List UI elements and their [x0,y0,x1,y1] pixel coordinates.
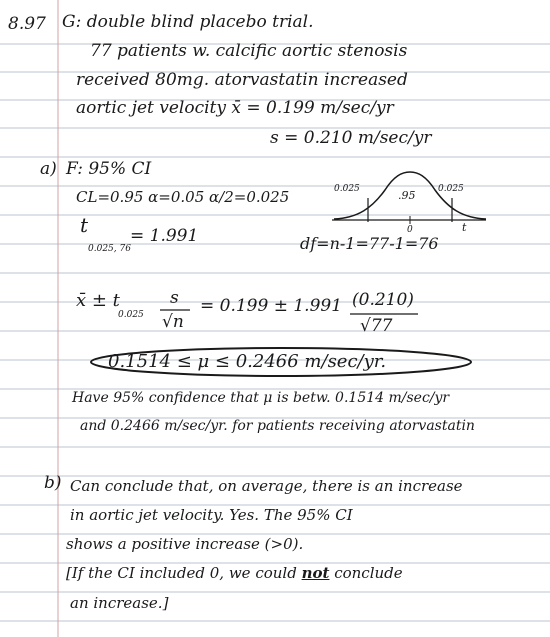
part-b-line-2: in aortic jet velocity. Yes. The 95% CI [70,506,353,524]
part-a-label: a) [40,159,57,179]
t-subscript: 0.025, 76 [88,244,131,254]
t-symbol: t [80,213,89,237]
part-a-cl-line: CL=0.95 α=0.05 α/2=0.025 [76,188,290,206]
conclusion-line-1: Have 95% confidence that μ is betw. 0.1514 m/sec/yr [72,390,450,406]
formula-frac-numerator: s [170,288,179,308]
part-b-label: b) [44,473,62,493]
curve-left-tail: 0.025 [334,184,360,194]
given-line-2: 77 patients w. calcific aortic stenosis [90,41,408,61]
part-b-line-5: an increase.] [70,594,169,612]
given-line-1: G: double blind placebo trial. [62,12,314,32]
formula-rhs-denominator: √77 [360,316,393,336]
part-b-line-1: Can conclude that, on average, there is an increase [70,477,463,495]
curve-zero: 0 [407,225,413,235]
t-value: = 1.991 [130,226,199,246]
conclusion-line-2: and 0.2466 m/sec/yr. for patients receiving atorvastatin [80,418,475,434]
part-b-not-word: not [301,564,330,582]
formula-rhs: = 0.199 ± 1.991 [200,296,343,316]
formula-lhs: x̄ ± t [76,290,120,311]
part-a-find: F: 95% CI [66,159,152,179]
formula-rhs-numerator: (0.210) [352,290,414,310]
given-line-5: s = 0.210 m/sec/yr [270,128,432,148]
curve-t: t [462,221,467,234]
part-b-line-4-pre: [If the CI included 0, we could [66,564,302,582]
given-line-4: aortic jet velocity x̄ = 0.199 m/sec/yr [76,98,394,118]
formula-frac-denominator: √n [162,312,184,332]
part-b-line-3: shows a positive increase (>0). [66,535,304,553]
part-b-line-4-post: conclude [329,564,403,582]
given-line-3: received 80mg. atorvastatin increased [76,70,408,90]
problem-number: 8.97 [8,14,46,34]
df-line: df=n-1=77-1=76 [300,234,439,253]
formula-subscript: 0.025 [118,310,144,320]
curve-center: .95 [398,189,416,202]
part-b-line-4 [66,566,403,581]
result-interval: 0.1514 ≤ μ ≤ 0.2466 m/sec/yr. [108,351,387,372]
curve-right-tail: 0.025 [438,184,464,194]
